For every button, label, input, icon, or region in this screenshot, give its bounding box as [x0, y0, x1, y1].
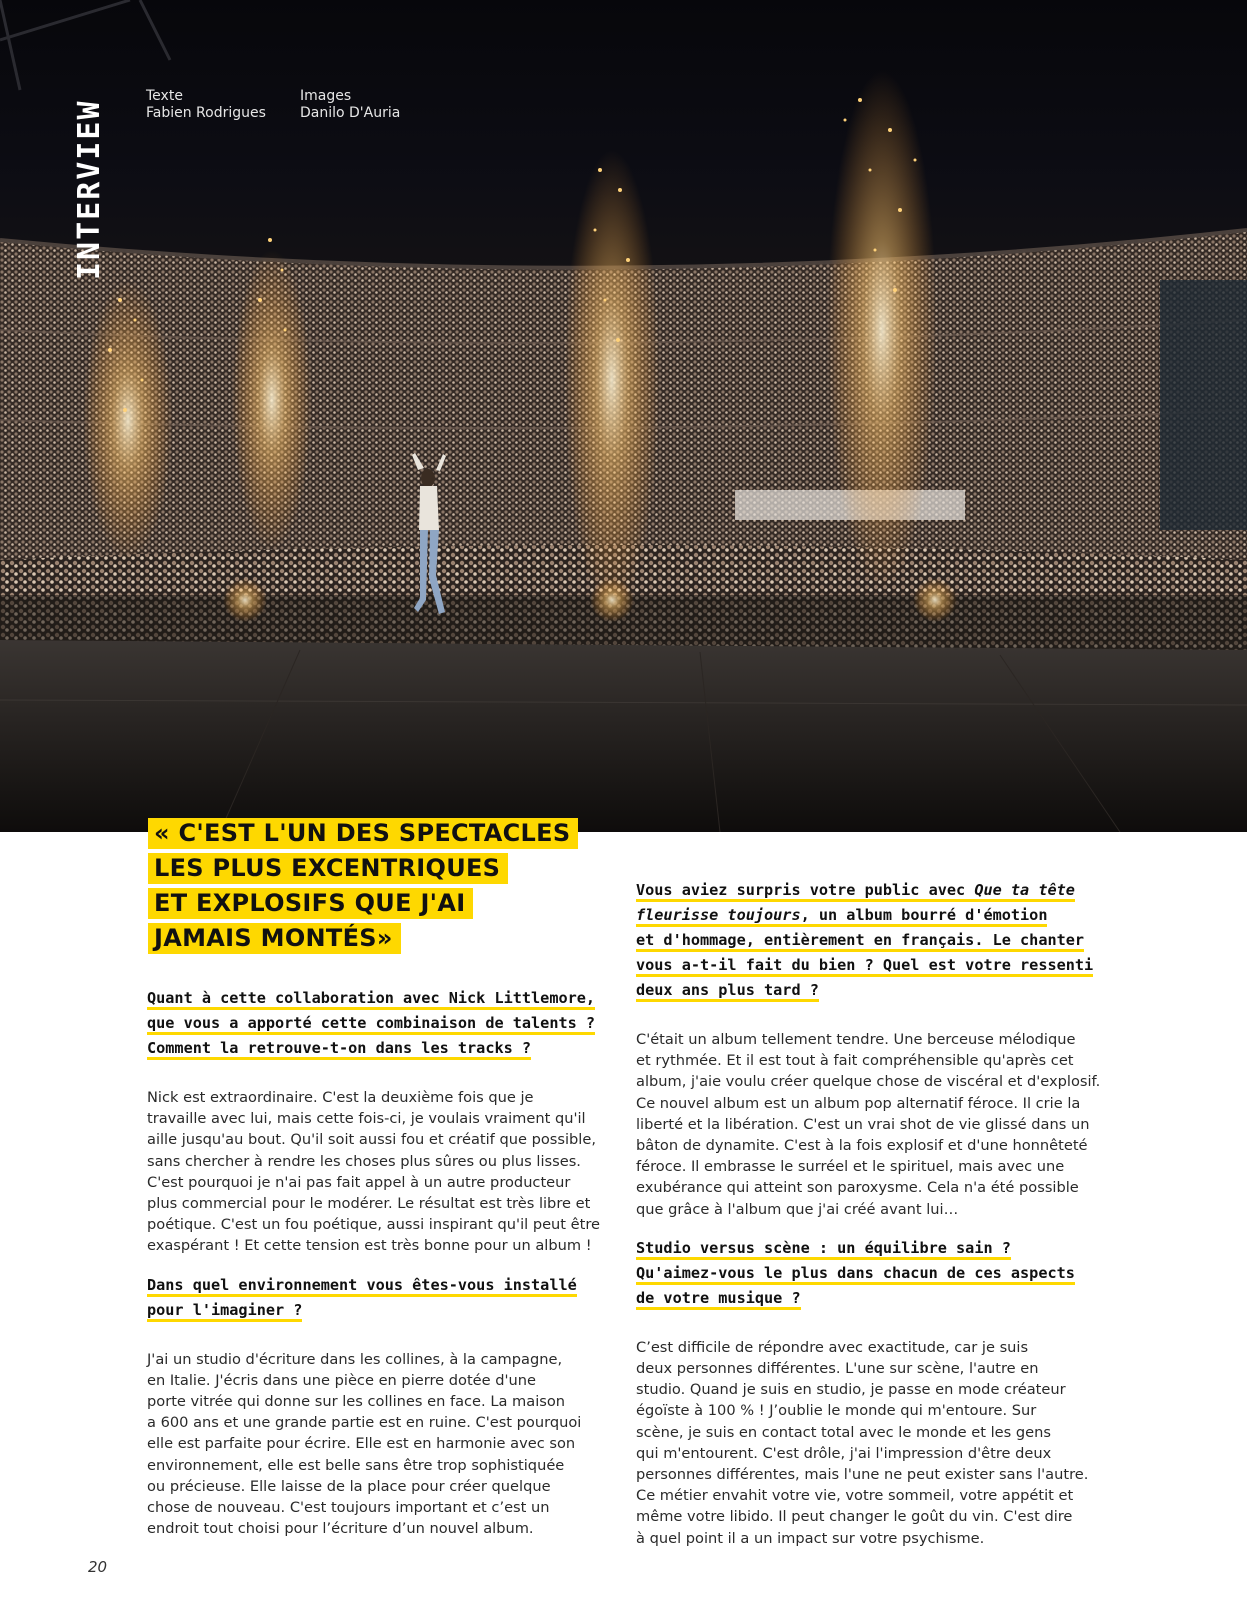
answer-line: endroit tout choisi pour l’écriture d’un nouvel album.	[147, 1520, 534, 1538]
question-collaboration	[147, 988, 617, 1063]
credit-images	[300, 88, 400, 122]
answer-line: C'est pourquoi je n'ai pas fait appel à un autre producteur	[147, 1173, 571, 1191]
answer-line: chose de nouveau. C'est toujours important et c’est un	[147, 1499, 550, 1517]
answer-line: studio. Quand je suis en studio, je passe en mode créateur	[636, 1381, 1066, 1399]
answer-line: exubérance qui atteint son paroxysme. Cela n'a été possible	[636, 1179, 1079, 1197]
answer-line: ou précieuse. Elle laisse de la place pour créer quelque	[147, 1477, 551, 1495]
question-line: et d'hommage, entièrement en français. Le chanter	[636, 931, 1084, 952]
question-line: pour l'imaginer ?	[147, 1301, 302, 1322]
answer-line: poétique. C'est un fou poétique, aussi inspirant qu'il peut être	[147, 1216, 601, 1234]
answer-line: en Italie. J'écris dans une pièce en pierre dotée d'une	[147, 1371, 537, 1389]
answer-line: environnement, elle est belle sans être trop sophistiquée	[147, 1456, 565, 1474]
answer-line: aille jusqu'au bout. Qu'il soit aussi fou et créatif que possible,	[147, 1131, 596, 1149]
page-number: 20	[88, 1558, 108, 1576]
answer-line: plus commercial pour le modérer. Le résultat est très libre et	[147, 1195, 591, 1213]
answer-line: féroce. Il embrasse le surréel et le spirituel, mais avec une	[636, 1158, 1065, 1176]
pull-quote	[148, 818, 628, 958]
question-line: Dans quel environnement vous êtes-vous installé	[147, 1276, 577, 1297]
pull-quote-line: ET EXPLOSIFS QUE J'AI	[148, 888, 473, 919]
question-line: Qu'aimez-vous le plus dans chacun de ces aspects	[636, 1264, 1075, 1285]
question-text: , un album bourré d'émotion	[800, 906, 1048, 924]
question-text: Vous aviez surpris votre public avec	[636, 881, 975, 899]
answer-line: scène, je suis en contact total avec le monde et les gens	[636, 1423, 1051, 1441]
credit-text	[146, 88, 266, 122]
credit-images-name: Danilo D'Auria	[300, 105, 401, 121]
credit-images-label: Images	[300, 88, 352, 104]
pull-quote-line: LES PLUS EXCENTRIQUES	[148, 853, 508, 884]
answer-line: Nick est extraordinaire. C'est la deuxième fois que je	[147, 1089, 534, 1106]
answer-line: qui m'entourent. C'est drôle, j'ai l'impression d'être deux	[636, 1444, 1052, 1462]
credit-text-name: Fabien Rodrigues	[146, 105, 266, 121]
question-line: de votre musique ?	[636, 1289, 801, 1310]
answer-line: Ce métier envahit votre vie, votre sommeil, votre appétit et	[636, 1487, 1074, 1505]
question-previous-album	[636, 880, 1106, 1005]
answer-line: même votre libido. Il peut changer le goût du vin. C'est dire	[636, 1508, 1073, 1526]
right-column	[636, 880, 1106, 1549]
answer-line: deux personnes différentes. L'une sur scène, l'autre en	[636, 1360, 1039, 1378]
section-rubric: INTERVIEW	[72, 99, 107, 280]
answer-line: elle est parfaite pour écrire. Elle est en harmonie avec son	[147, 1435, 576, 1453]
album-title: fleurisse toujours	[636, 906, 801, 924]
answer-line: C'était un album tellement tendre. Une berceuse mélodique	[636, 1031, 1076, 1048]
answer-line: sans chercher à rendre les choses plus sûres ou plus lisses.	[147, 1152, 581, 1170]
answer-line: et rythmée. Et il est tout à fait compréhensible qu'après cet	[636, 1052, 1074, 1070]
answer-line: travaille avec lui, mais cette fois-ci, je voulais vraiment qu'il	[147, 1110, 586, 1128]
answer-line: liberté et la libération. C'est un vrai shot de vie glissé dans un	[636, 1115, 1090, 1133]
question-line: deux ans plus tard ?	[636, 981, 819, 1002]
answer-studio-vs-stage	[636, 1337, 1106, 1549]
answer-line: a 600 ans et une grande partie est en ruine. C'est pourquoi	[147, 1414, 582, 1432]
answer-line: à quel point il a un impact sur votre psychisme.	[636, 1529, 985, 1547]
answer-line: album, j'aie voulu créer quelque chose de viscéral et d'explosif.	[636, 1073, 1101, 1091]
left-column	[147, 988, 617, 1539]
answer-line: C’est difficile de répondre avec exactitude, car je suis	[636, 1338, 1029, 1356]
question-environment	[147, 1275, 617, 1325]
answer-line: égoïste à 100 % ! J’oublie le monde qui m'entoure. Sur	[636, 1402, 1037, 1420]
album-title: Que ta tête	[974, 881, 1075, 899]
answer-line: porte vitrée qui donne sur les collines en face. La maison	[147, 1393, 566, 1411]
question-line: Quant à cette collaboration avec Nick Littlemore,	[147, 989, 595, 1010]
answer-line: bâton de dynamite. C'est à la fois explosif et d'une honnêteté	[636, 1137, 1088, 1155]
question-line: Comment la retrouve-t-on dans les tracks ?	[147, 1039, 531, 1060]
question-line: vous a-t-il fait du bien ? Quel est votre ressenti	[636, 956, 1093, 977]
question-line: Studio versus scène : un équilibre sain ?	[636, 1239, 1011, 1260]
answer-line: Ce nouvel album est un album pop alternatif féroce. Il crie la	[636, 1094, 1081, 1112]
question-line	[636, 906, 1047, 927]
question-line	[636, 881, 1075, 902]
question-line: que vous a apporté cette combinaison de talents ?	[147, 1014, 595, 1035]
pull-quote-line: « C'EST L'UN DES SPECTACLES	[148, 818, 578, 849]
credit-text-label: Texte	[146, 88, 183, 104]
answer-line: que grâce à l'album que j'ai créé avant lui…	[636, 1200, 959, 1218]
question-studio-vs-stage	[636, 1238, 1106, 1313]
pull-quote-line: JAMAIS MONTÉS»	[148, 923, 401, 954]
answer-environment	[147, 1349, 617, 1540]
answer-line: J'ai un studio d'écriture dans les collines, à la campagne,	[147, 1350, 563, 1368]
answer-collaboration	[147, 1087, 617, 1257]
answer-line: personnes différentes, mais l'une ne peut exister sans l'autre.	[636, 1466, 1089, 1484]
answer-previous-album	[636, 1029, 1106, 1220]
answer-line: exaspérant ! Et cette tension est très bonne pour un album !	[147, 1237, 592, 1255]
